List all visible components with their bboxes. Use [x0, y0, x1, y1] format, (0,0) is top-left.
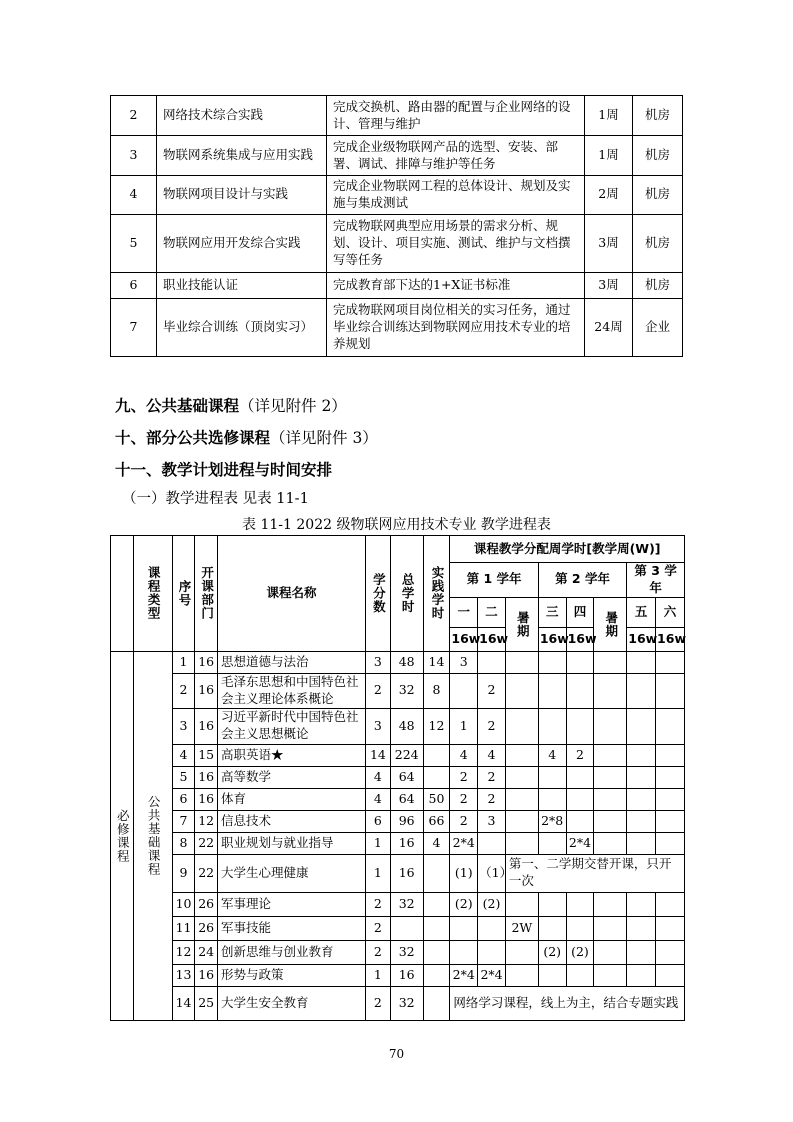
course-seq: 6 — [172, 788, 195, 810]
header-weeks-6: 16w — [656, 627, 685, 651]
course-hours: 16 — [390, 854, 423, 892]
course-t5 — [627, 766, 656, 788]
course-t4 — [566, 708, 594, 744]
course-t1 — [450, 916, 478, 940]
course-dept: 16 — [195, 708, 218, 744]
course-t4 — [566, 673, 594, 708]
practice-no: 5 — [111, 214, 157, 272]
course-t1: 3 — [450, 651, 478, 673]
course-s1 — [505, 708, 538, 744]
course-s2 — [594, 892, 627, 916]
course-t5 — [627, 708, 656, 744]
header-term-6: 六 — [656, 597, 685, 627]
practice-name: 毕业综合训练（顶岗实习） — [157, 298, 327, 356]
course-hours: 48 — [390, 708, 423, 744]
course-credit: 2 — [366, 940, 391, 964]
header-seq: 序号 — [172, 536, 195, 652]
practice-no: 6 — [111, 272, 157, 298]
course-t2 — [478, 916, 506, 940]
course-seq: 3 — [172, 708, 195, 744]
course-t5 — [627, 651, 656, 673]
course-credit: 1 — [366, 832, 391, 854]
course-practice: 4 — [423, 832, 450, 854]
course-s1: 2W — [505, 916, 538, 940]
course-credit: 3 — [366, 708, 391, 744]
course-credit: 2 — [366, 916, 391, 940]
course-t5 — [627, 810, 656, 832]
course-dept: 26 — [195, 916, 218, 940]
table-row — [111, 136, 683, 176]
course-dept: 24 — [195, 940, 218, 964]
course-t1 — [450, 940, 478, 964]
course-s1 — [505, 744, 538, 766]
course-t3 — [538, 832, 566, 854]
course-s2 — [594, 744, 627, 766]
course-t6 — [656, 964, 685, 986]
practice-place: 机房 — [633, 214, 683, 272]
course-practice — [423, 854, 450, 892]
table-row — [111, 744, 685, 766]
course-s1 — [505, 940, 538, 964]
practice-weeks: 3周 — [585, 272, 633, 298]
heading-public-courses: 九、公共基础课程（详见附件 2） — [115, 397, 347, 415]
course-t6 — [656, 916, 685, 940]
course-t3 — [538, 916, 566, 940]
course-t5 — [627, 892, 656, 916]
course-dept: 25 — [195, 986, 218, 1020]
course-s2 — [594, 766, 627, 788]
course-note: 网络学习课程，线上为主，结合专题实践 — [450, 986, 685, 1020]
course-t5 — [627, 788, 656, 810]
table-row — [111, 854, 685, 892]
course-practice — [423, 986, 450, 1020]
header-term-3: 三 — [538, 597, 566, 627]
course-practice — [423, 916, 450, 940]
course-hours: 16 — [390, 964, 423, 986]
course-t6 — [656, 940, 685, 964]
header-type: 课程类型 — [133, 536, 172, 652]
course-name: 体育 — [217, 788, 365, 810]
course-t5 — [627, 832, 656, 854]
course-t3 — [538, 892, 566, 916]
course-seq: 7 — [172, 810, 195, 832]
course-practice: 50 — [423, 788, 450, 810]
course-t6 — [656, 892, 685, 916]
course-hours — [390, 916, 423, 940]
practice-table — [110, 95, 683, 357]
practice-place: 机房 — [633, 96, 683, 136]
course-credit: 14 — [366, 744, 391, 766]
course-s2 — [594, 708, 627, 744]
course-t4 — [566, 892, 594, 916]
course-note: 第一、二学期交替开课，只开一次 — [505, 854, 684, 892]
course-dept: 16 — [195, 788, 218, 810]
practice-place: 机房 — [633, 176, 683, 215]
course-t2: 2 — [478, 673, 506, 708]
course-name: 大学生心理健康 — [217, 854, 365, 892]
course-hours: 64 — [390, 788, 423, 810]
table-row — [111, 986, 685, 1020]
course-dept: 15 — [195, 744, 218, 766]
course-practice: 14 — [423, 651, 450, 673]
header-hours: 总学时 — [390, 536, 423, 652]
course-s1 — [505, 964, 538, 986]
table-row — [111, 176, 683, 215]
course-credit: 1 — [366, 964, 391, 986]
course-t3 — [538, 673, 566, 708]
course-dept: 26 — [195, 892, 218, 916]
table-row — [111, 651, 685, 673]
course-seq: 4 — [172, 744, 195, 766]
practice-weeks: 1周 — [585, 96, 633, 136]
course-practice — [423, 964, 450, 986]
course-practice — [423, 940, 450, 964]
table-row — [111, 708, 685, 744]
course-t2 — [478, 832, 506, 854]
course-seq: 12 — [172, 940, 195, 964]
table-row — [111, 892, 685, 916]
course-practice — [423, 892, 450, 916]
practice-content: 完成物联网典型应用场景的需求分析、规划、设计、项目实施、测试、维护与文档撰写等任务 — [327, 214, 585, 272]
course-dept: 12 — [195, 810, 218, 832]
header-year-1: 第 1 学年 — [450, 563, 538, 598]
course-t1: 2*4 — [450, 832, 478, 854]
practice-weeks: 1周 — [585, 136, 633, 176]
table-row — [111, 916, 685, 940]
header-practice: 实践学时 — [423, 536, 450, 652]
course-dept: 16 — [195, 964, 218, 986]
course-t4: 2*4 — [566, 832, 594, 854]
course-t2: 4 — [478, 744, 506, 766]
course-hours: 224 — [390, 744, 423, 766]
course-credit: 2 — [366, 673, 391, 708]
course-credit: 6 — [366, 810, 391, 832]
course-seq: 2 — [172, 673, 195, 708]
course-t4: 2 — [566, 744, 594, 766]
course-t3: 2*8 — [538, 810, 566, 832]
header-dept: 开课部门 — [195, 536, 218, 652]
course-dept: 22 — [195, 854, 218, 892]
header-year-3: 第 3 学年 — [627, 563, 685, 598]
course-hours: 16 — [390, 832, 423, 854]
course-name: 高职英语★ — [217, 744, 365, 766]
course-seq: 5 — [172, 766, 195, 788]
course-t2: 2*4 — [478, 964, 506, 986]
course-term-1: (1) — [450, 854, 478, 892]
course-s2 — [594, 788, 627, 810]
practice-content: 完成交换机、路由器的配置与企业网络的设计、管理与维护 — [327, 96, 585, 136]
course-t4: (2) — [566, 940, 594, 964]
practice-name: 物联网系统集成与应用实践 — [157, 136, 327, 176]
course-name: 信息技术 — [217, 810, 365, 832]
course-dept: 16 — [195, 673, 218, 708]
course-t3: 4 — [538, 744, 566, 766]
group-public: 公共基础课程 — [133, 651, 172, 1020]
header-weeks-4: 16w — [566, 627, 594, 651]
subheading-progress-table: （一）教学进程表 见表 11-1 — [122, 491, 309, 507]
header-summer-1: 暑期 — [505, 597, 538, 651]
page-number: 70 — [388, 1047, 405, 1061]
header-term-1: 一 — [450, 597, 478, 627]
course-t3 — [538, 964, 566, 986]
practice-place: 企业 — [633, 298, 683, 356]
course-t3 — [538, 708, 566, 744]
course-t1: 2*4 — [450, 964, 478, 986]
course-name: 军事理论 — [217, 892, 365, 916]
course-s2 — [594, 916, 627, 940]
header-summer-2: 暑期 — [594, 597, 627, 651]
course-s1 — [505, 892, 538, 916]
course-dept: 16 — [195, 766, 218, 788]
course-name: 习近平新时代中国特色社会主义思想概论 — [217, 708, 365, 744]
practice-name: 职业技能认证 — [157, 272, 327, 298]
course-practice: 12 — [423, 708, 450, 744]
practice-place: 机房 — [633, 136, 683, 176]
course-t4 — [566, 651, 594, 673]
course-t2 — [478, 651, 506, 673]
heading-elective-courses: 十、部分公共选修课程（详见附件 3） — [115, 429, 378, 447]
course-name: 毛泽东思想和中国特色社会主义理论体系概论 — [217, 673, 365, 708]
heading-teaching-plan: 十一、教学计划进程与时间安排 — [115, 461, 333, 479]
practice-weeks: 3周 — [585, 214, 633, 272]
table-row — [111, 214, 683, 272]
practice-content: 完成物联网项目岗位相关的实习任务，通过毕业综合训练达到物联网应用技术专业的培养规划 — [327, 298, 585, 356]
table-row — [111, 272, 683, 298]
course-s1 — [505, 766, 538, 788]
course-credit: 1 — [366, 854, 391, 892]
course-practice — [423, 744, 450, 766]
course-hours: 48 — [390, 651, 423, 673]
course-t4 — [566, 766, 594, 788]
course-t5 — [627, 673, 656, 708]
practice-no: 2 — [111, 96, 157, 136]
course-t2 — [478, 940, 506, 964]
table-row — [111, 964, 685, 986]
course-seq: 1 — [172, 651, 195, 673]
course-t6 — [656, 832, 685, 854]
header-term-4: 四 — [566, 597, 594, 627]
practice-place: 机房 — [633, 272, 683, 298]
practice-no: 4 — [111, 176, 157, 215]
course-s2 — [594, 673, 627, 708]
table-row — [111, 96, 683, 136]
course-name: 思想道德与法治 — [217, 651, 365, 673]
course-credit: 3 — [366, 651, 391, 673]
course-practice: 66 — [423, 810, 450, 832]
course-s2 — [594, 832, 627, 854]
course-seq: 10 — [172, 892, 195, 916]
course-t6 — [656, 673, 685, 708]
table-row — [111, 940, 685, 964]
course-dept: 22 — [195, 832, 218, 854]
course-seq: 13 — [172, 964, 195, 986]
practice-content: 完成企业物联网工程的总体设计、规划及实施与集成测试 — [327, 176, 585, 215]
course-name: 创新思维与创业教育 — [217, 940, 365, 964]
table-caption: 表 11-1 2022 级物联网应用技术专业 教学进程表 — [242, 517, 551, 533]
course-t6 — [656, 810, 685, 832]
header-year-2: 第 2 学年 — [538, 563, 626, 598]
course-name: 高等数学 — [217, 766, 365, 788]
course-practice: 8 — [423, 673, 450, 708]
practice-name: 网络技术综合实践 — [157, 96, 327, 136]
course-s2 — [594, 940, 627, 964]
course-seq: 9 — [172, 854, 195, 892]
course-hours: 32 — [390, 892, 423, 916]
course-t5 — [627, 744, 656, 766]
header-weeks-3: 16w — [538, 627, 566, 651]
course-t4 — [566, 810, 594, 832]
course-t6 — [656, 788, 685, 810]
course-name: 大学生安全教育 — [217, 986, 365, 1020]
table-row — [111, 832, 685, 854]
course-name: 军事技能 — [217, 916, 365, 940]
header-course-name: 课程名称 — [217, 536, 365, 652]
course-t2: 3 — [478, 810, 506, 832]
header-weeks-5: 16w — [627, 627, 656, 651]
course-credit: 2 — [366, 892, 391, 916]
course-t5 — [627, 964, 656, 986]
course-t4 — [566, 964, 594, 986]
course-credit: 2 — [366, 986, 391, 1020]
header-term-5: 五 — [627, 597, 656, 627]
course-t5 — [627, 916, 656, 940]
table-row — [111, 766, 685, 788]
practice-content: 完成企业级物联网产品的选型、安装、部署、调试、排障与维护等任务 — [327, 136, 585, 176]
course-hours: 32 — [390, 940, 423, 964]
practice-name: 物联网项目设计与实践 — [157, 176, 327, 215]
course-t1: 2 — [450, 766, 478, 788]
course-dept: 16 — [195, 651, 218, 673]
header-term-2: 二 — [478, 597, 506, 627]
table-row — [111, 673, 685, 708]
course-s1 — [505, 832, 538, 854]
course-t1: 4 — [450, 744, 478, 766]
header-allocation: 课程教学分配周学时[教学周(W)] — [450, 536, 685, 563]
course-credit: 4 — [366, 788, 391, 810]
header-weeks-2: 16w — [478, 627, 506, 651]
course-t6 — [656, 708, 685, 744]
practice-no: 3 — [111, 136, 157, 176]
course-t2: 2 — [478, 766, 506, 788]
course-s1 — [505, 788, 538, 810]
course-t2: 2 — [478, 708, 506, 744]
table-row — [111, 298, 683, 356]
group-required: 必修课程 — [111, 651, 134, 1020]
course-name: 形势与政策 — [217, 964, 365, 986]
course-s2 — [594, 810, 627, 832]
schedule-table — [110, 535, 685, 1021]
course-t6 — [656, 766, 685, 788]
course-s1 — [505, 673, 538, 708]
course-t3 — [538, 651, 566, 673]
course-hours: 32 — [390, 986, 423, 1020]
course-t3: (2) — [538, 940, 566, 964]
course-t5 — [627, 940, 656, 964]
course-s1 — [505, 651, 538, 673]
course-t2: 2 — [478, 788, 506, 810]
practice-no: 7 — [111, 298, 157, 356]
course-seq: 14 — [172, 986, 195, 1020]
course-t1: 1 — [450, 708, 478, 744]
course-t4 — [566, 916, 594, 940]
practice-weeks: 2周 — [585, 176, 633, 215]
course-t6 — [656, 744, 685, 766]
course-t1 — [450, 673, 478, 708]
table-row — [111, 788, 685, 810]
course-seq: 8 — [172, 832, 195, 854]
corner-cell — [111, 536, 134, 652]
course-t1: 2 — [450, 810, 478, 832]
course-t1: (2) — [450, 892, 478, 916]
header-weeks-1: 16w — [450, 627, 478, 651]
header-credit: 学分数 — [366, 536, 391, 652]
course-name: 职业规划与就业指导 — [217, 832, 365, 854]
practice-name: 物联网应用开发综合实践 — [157, 214, 327, 272]
course-term-2: （1） — [478, 854, 506, 892]
practice-weeks: 24周 — [585, 298, 633, 356]
course-t2: (2) — [478, 892, 506, 916]
table-row — [111, 810, 685, 832]
practice-content: 完成教育部下达的1+X证书标准 — [327, 272, 585, 298]
course-t3 — [538, 766, 566, 788]
course-hours: 32 — [390, 673, 423, 708]
course-t3 — [538, 788, 566, 810]
course-seq: 11 — [172, 916, 195, 940]
course-practice — [423, 766, 450, 788]
course-s2 — [594, 651, 627, 673]
course-hours: 64 — [390, 766, 423, 788]
course-t6 — [656, 651, 685, 673]
course-hours: 96 — [390, 810, 423, 832]
course-t4 — [566, 788, 594, 810]
course-s2 — [594, 964, 627, 986]
course-t1: 2 — [450, 788, 478, 810]
course-s1 — [505, 810, 538, 832]
course-credit: 4 — [366, 766, 391, 788]
